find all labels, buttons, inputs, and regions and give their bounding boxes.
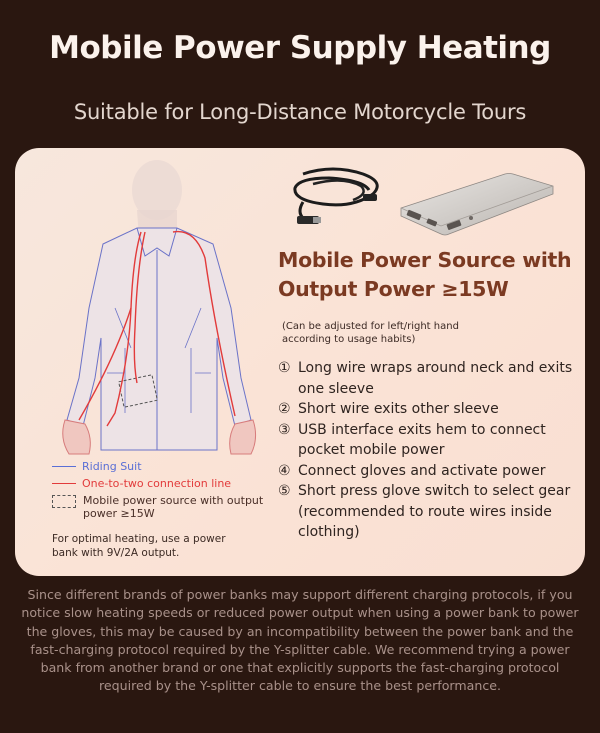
usb-cable-image <box>273 164 389 226</box>
step-number: ③ <box>278 421 291 438</box>
steps-list <box>278 358 578 543</box>
legend-item-power-source <box>52 494 272 520</box>
legend-item-riding-suit <box>52 460 272 473</box>
dashed-box-swatch <box>52 495 76 508</box>
legend <box>52 460 272 560</box>
page-title: Mobile Power Supply Heating <box>49 30 551 66</box>
step-text: Short press glove switch to select gear (recommended to route wires inside clothing) <box>298 483 571 540</box>
disclaimer-text: Since different brands of power banks may support different charging protocols, if you notice slow heating speeds or reduced power output when using a power bank to power the gloves, this may be caused by an incompatibility between the power bank and the fast-charging protocol required by the Y-splitter cable. We recommend trying a power bank from another brand or one that explicitly supports the fast-charging protocol required by the Y-splitter cable to ensure the best performance. <box>21 587 579 694</box>
step-number: ② <box>278 401 291 417</box>
legend-label: Mobile power source with output power ≥15W <box>83 494 264 520</box>
step-text: USB interface exits hem to connect pocket mobile power <box>298 421 546 458</box>
list-item <box>278 399 578 420</box>
page-subtitle: Suitable for Long-Distance Motorcycle Tours <box>73 100 527 124</box>
legend-label: Riding Suit <box>82 460 142 473</box>
step-number: ① <box>278 360 291 376</box>
step-number: ⑤ <box>278 483 291 499</box>
red-line-swatch <box>52 483 76 484</box>
legend-item-connection-line <box>52 477 272 490</box>
panel-note: (Can be adjusted for left/right hand according to usage habits) <box>282 321 459 345</box>
power-tip: For optimal heating, use a power bank with 9V/2A output. <box>52 533 226 559</box>
step-text: Connect gloves and activate power <box>298 462 546 479</box>
panel-heading: Mobile Power Source with Output Power ≥15W <box>278 248 572 301</box>
step-number: ④ <box>278 462 291 479</box>
jacket-wiring-illustration <box>45 158 275 458</box>
legend-label: One-to-two connection line <box>82 477 232 490</box>
step-text: Short wire exits other sleeve <box>298 401 499 417</box>
list-item <box>278 358 578 399</box>
list-item <box>278 461 578 482</box>
blue-line-swatch <box>52 466 76 467</box>
list-item <box>278 420 578 461</box>
info-card <box>15 148 585 576</box>
list-item <box>278 481 578 543</box>
step-text: Long wire wraps around neck and exits one sleeve <box>298 360 573 397</box>
power-bank-image <box>397 164 557 242</box>
